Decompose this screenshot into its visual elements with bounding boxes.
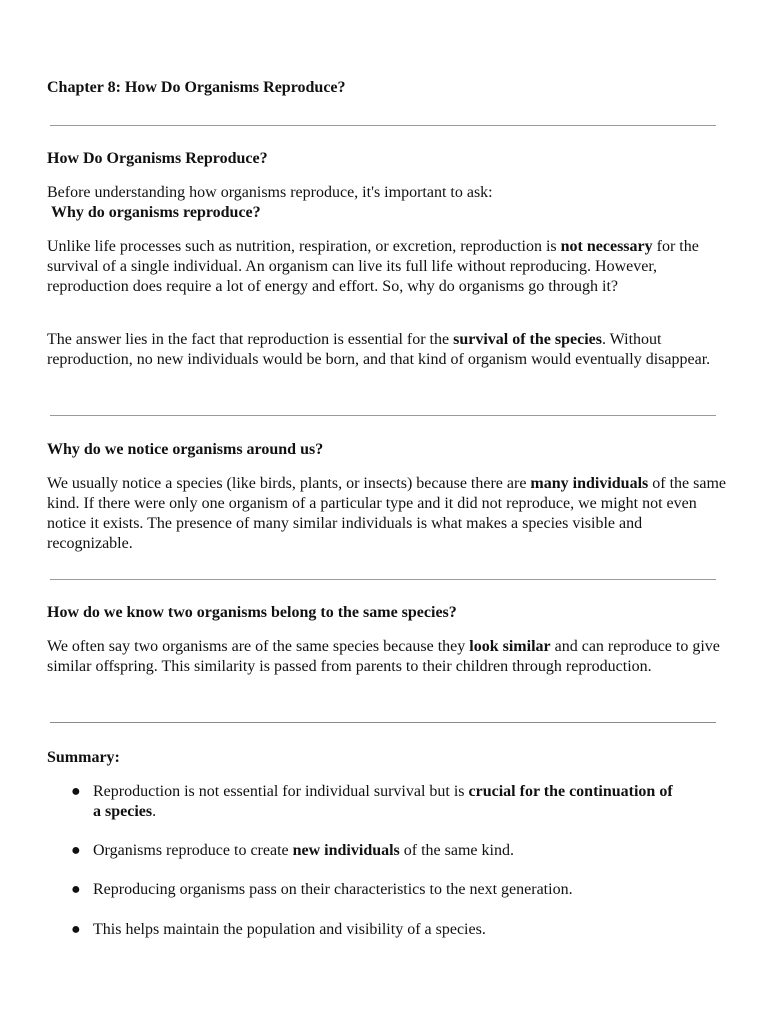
bold-run: new individuals <box>292 842 400 859</box>
list-item-text <box>93 841 673 861</box>
section-heading-same-species: How do we know two organisms belong to the same species? <box>47 604 457 621</box>
intro-line: Before understanding how organisms reproduce, it's important to ask: <box>47 184 493 201</box>
text-run: Reproduction is not essential for individual survival but is <box>93 783 469 800</box>
intro-paragraph <box>47 183 727 223</box>
bullet-icon: ● <box>71 921 81 938</box>
bold-run: survival of the species <box>453 331 602 348</box>
divider <box>50 125 716 126</box>
text-run: This helps maintain the population and visibility of a species. <box>93 921 486 938</box>
bold-run: not necessary <box>560 238 653 255</box>
section-heading-reproduce: How Do Organisms Reproduce? <box>47 150 268 167</box>
section-heading-notice: Why do we notice organisms around us? <box>47 441 324 458</box>
divider <box>50 415 716 416</box>
text-run: Reproducing organisms pass on their characteristics to the next generation. <box>93 881 573 898</box>
text-run: The answer lies in the fact that reproduction is essential for the <box>47 331 454 348</box>
list-item-text <box>93 782 673 822</box>
text-run: for the survival of a single individual. An organism can live its full life without reproducing. However, reproduction does require a lot of energy and effort. So, why do organisms go through it? <box>47 238 699 295</box>
text-run: . Without reproduction, no new individuals would be born, and that kind of organism would eventually disappear. <box>47 331 711 368</box>
text-run: We often say two organisms are of the same species because they <box>47 638 470 655</box>
intro-question: Why do organisms reproduce? <box>51 204 261 221</box>
divider <box>50 722 716 723</box>
chapter-title: Chapter 8: How Do Organisms Reproduce? <box>47 79 346 96</box>
text-run: of the same kind. If there were only one organism of a particular type and it did not reproduce, we might not even notice it exists. The presence of many similar individuals is what makes a species visible and recognizable. <box>47 475 726 552</box>
paragraph-survival-of-species <box>47 330 727 370</box>
bold-run: look similar <box>469 638 551 655</box>
text-run: Organisms reproduce to create <box>93 842 293 859</box>
bullet-icon: ● <box>71 783 81 800</box>
paragraph-look-similar <box>47 637 727 677</box>
paragraph-many-individuals <box>47 474 727 554</box>
paragraph-not-necessary <box>47 237 727 297</box>
text-run: . <box>152 803 157 820</box>
divider <box>50 579 716 580</box>
summary-heading: Summary: <box>47 749 120 766</box>
text-run: and can reproduce to give similar offspring. This similarity is passed from parents to their children through reproduction. <box>47 638 720 675</box>
list-item-text <box>93 920 673 940</box>
text-run: of the same kind. <box>399 842 514 859</box>
bullet-icon: ● <box>71 842 81 859</box>
bullet-icon: ● <box>71 881 81 898</box>
bold-run: crucial for the continuation of a species <box>93 783 673 820</box>
text-run: Unlike life processes such as nutrition, respiration, or excretion, reproduction is <box>47 238 561 255</box>
list-item-text <box>93 880 673 900</box>
text-run: We usually notice a species (like birds, plants, or insects) because there are <box>47 475 531 492</box>
bold-run: many individuals <box>530 475 649 492</box>
